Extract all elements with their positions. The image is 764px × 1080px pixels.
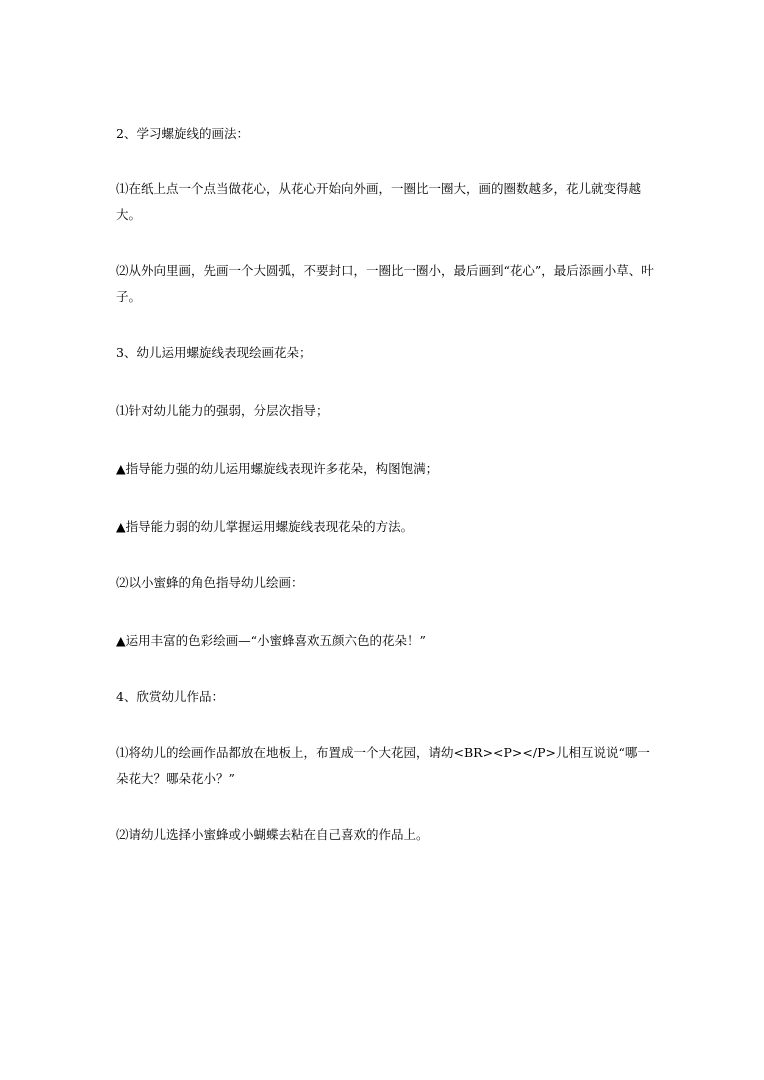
section-heading-4: 4、欣赏幼儿作品： [116,689,224,704]
bullet-strong-ability: ▲指导能力强的幼儿运用螺旋线表现许多花朵，构图饱满； [116,461,439,476]
bullet-colors: ▲运用丰富的色彩绘画—“小蜜蜂喜欢五颜六色的花朵！” [116,633,426,648]
paragraph-step-1: ⑴在纸上点一个点当做花心，从花心开始向外画，一圈比一圈大，画的圈数越多，花儿就变得越大。 [116,181,642,222]
paragraph-guidance: ⑴针对幼儿能力的强弱，分层次指导； [116,403,329,418]
paragraph-select-works: ⑵请幼儿选择小蜜蜂或小蝴蝶去粘在自己喜欢的作品上。 [116,827,429,842]
section-heading-3: 3、幼儿运用螺旋线表现绘画花朵； [116,345,312,360]
section-heading-2: 2、学习螺旋线的画法： [116,126,249,141]
paragraph-garden: ⑴将幼儿的绘画作品都放在地板上，布置成一个大花园，请幼<BR><P></P>儿相互说说“哪一朵花大？哪朵花小？” [116,745,650,786]
paragraph-step-2: ⑵从外向里画，先画一个大圆弧，不要封口，一圈比一圈小，最后画到“花心”，最后添画小草、叶子。 [116,263,654,304]
paragraph-bee-role: ⑵以小蜜蜂的角色指导幼儿绘画： [116,575,304,590]
bullet-weak-ability: ▲指导能力弱的幼儿掌握运用螺旋线表现花朵的方法。 [116,519,414,534]
